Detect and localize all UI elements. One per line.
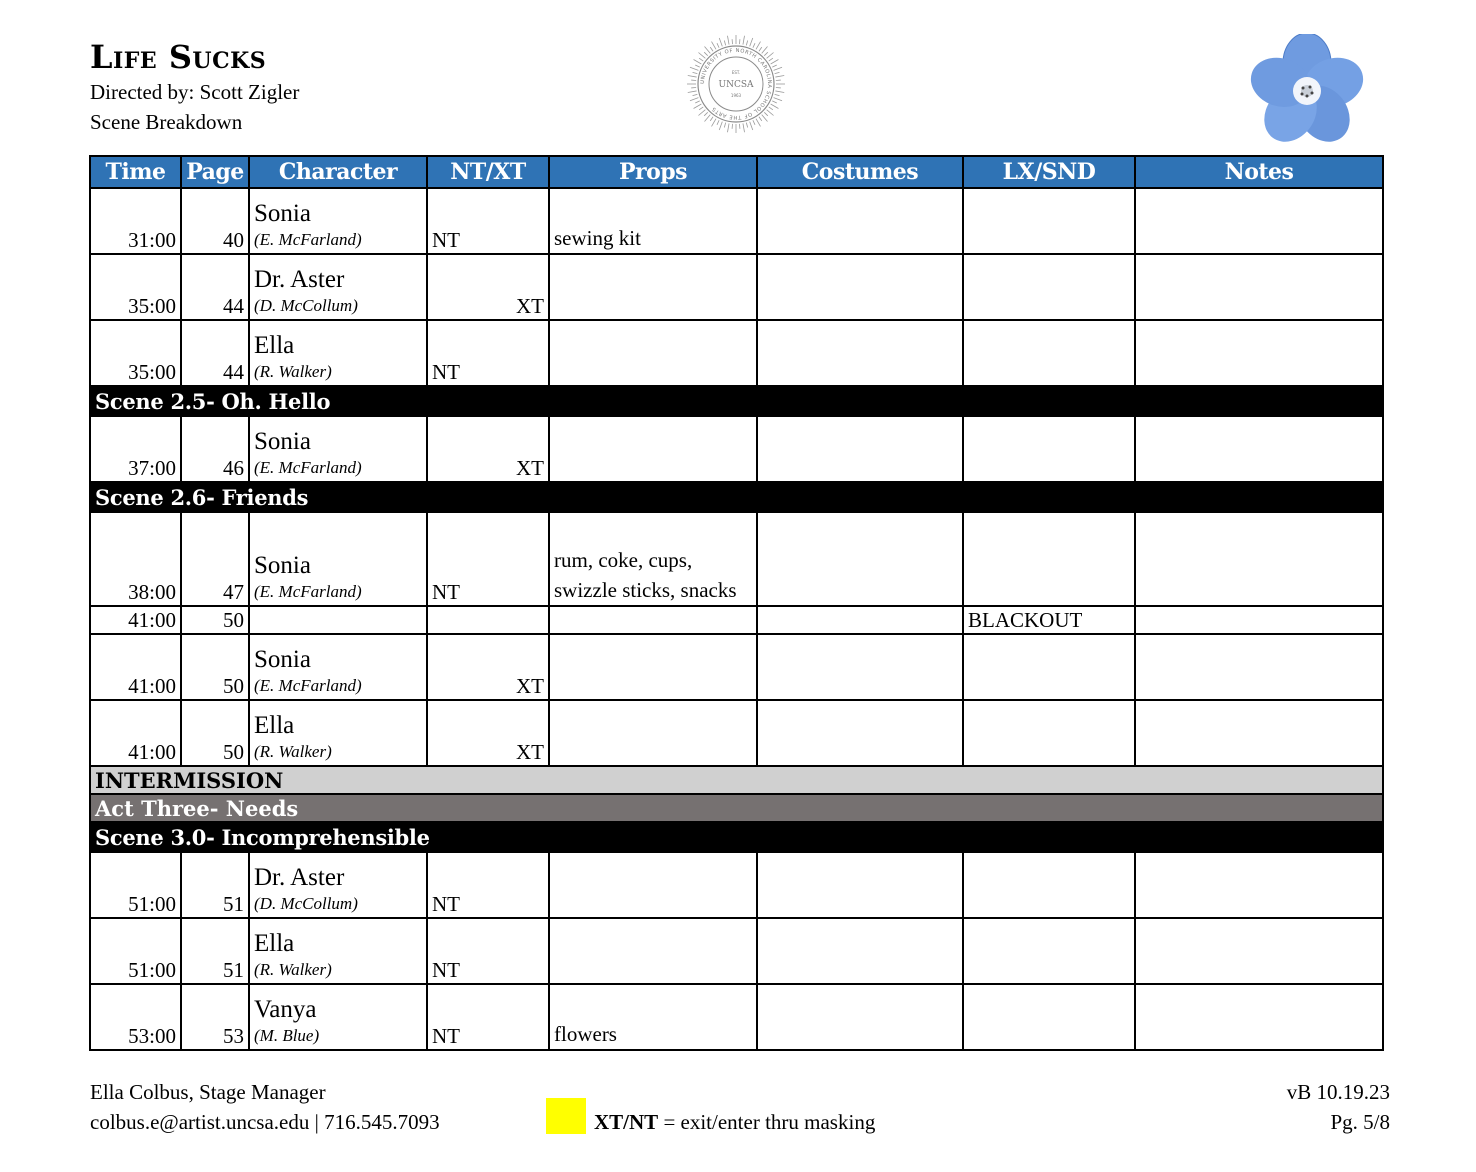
cue-props — [549, 852, 757, 918]
page-number: Pg. 5/8 — [1330, 1110, 1390, 1134]
cue-lxsnd — [963, 416, 1135, 482]
cue-props — [549, 634, 757, 700]
stage-manager-contact: colbus.e@artist.uncsa.edu | 716.545.7093 — [90, 1110, 440, 1134]
cue-page: 53 — [181, 984, 249, 1050]
cue-time: 41:00 — [90, 606, 181, 634]
cue-props: sewing kit — [549, 188, 757, 254]
cue-costumes — [757, 188, 963, 254]
cue-costumes — [757, 512, 963, 606]
cue-notes — [1135, 606, 1383, 634]
cue-lxsnd — [963, 254, 1135, 320]
cue-notes — [1135, 634, 1383, 700]
cue-costumes — [757, 918, 963, 984]
scene-label: Scene 2.6- Friends — [90, 482, 1383, 512]
director-line: Directed by: Scott Zigler — [90, 80, 300, 104]
cue-character — [249, 512, 427, 606]
cue-props: rum, coke, cups, swizzle sticks, snacks — [549, 512, 757, 606]
intermission-header-row — [90, 766, 1383, 794]
cue-ntxt: NT — [427, 188, 549, 254]
cue-row — [90, 188, 1383, 254]
col-header-ntxt: NT/XT — [427, 156, 549, 188]
cue-character — [249, 918, 427, 984]
act-header-row — [90, 794, 1383, 822]
col-header-character: Character — [249, 156, 427, 188]
cue-page: 51 — [181, 852, 249, 918]
cue-ntxt — [427, 606, 549, 634]
cue-costumes — [757, 852, 963, 918]
svg-text:UNIVERSITY OF NORTH CAROLINA S: UNIVERSITY OF NORTH CAROLINA SCHOOL OF THE ARTS — [699, 47, 773, 121]
cue-notes — [1135, 918, 1383, 984]
cue-costumes — [757, 606, 963, 634]
col-header-costumes: Costumes — [757, 156, 963, 188]
cue-ntxt: NT — [427, 918, 549, 984]
cue-costumes — [757, 700, 963, 766]
cue-ntxt: NT — [427, 320, 549, 386]
cue-lxsnd — [963, 918, 1135, 984]
document-title: Life Sucks — [90, 38, 267, 76]
blue-flower-image — [1248, 34, 1366, 148]
stage-manager-name: Ella Colbus, Stage Manager — [90, 1080, 326, 1104]
cue-notes — [1135, 852, 1383, 918]
character-name: Dr. Aster — [254, 864, 345, 891]
cue-lxsnd: BLACKOUT — [963, 606, 1135, 634]
uncsa-seal-logo — [686, 34, 786, 134]
scene-breakdown-table — [89, 155, 1384, 1051]
cue-page: 47 — [181, 512, 249, 606]
col-header-time: Time — [90, 156, 181, 188]
svg-text:1963: 1963 — [730, 93, 742, 98]
actor-name: (D. McCollum) — [254, 296, 358, 315]
cue-time: 31:00 — [90, 188, 181, 254]
cue-row — [90, 700, 1383, 766]
cue-lxsnd — [963, 188, 1135, 254]
character-name: Sonia — [254, 200, 311, 227]
cue-notes — [1135, 188, 1383, 254]
cue-page: 50 — [181, 700, 249, 766]
cue-time: 35:00 — [90, 320, 181, 386]
cue-page: 50 — [181, 606, 249, 634]
cue-row — [90, 852, 1383, 918]
cue-costumes — [757, 416, 963, 482]
cue-row — [90, 634, 1383, 700]
document-type: Scene Breakdown — [90, 110, 243, 134]
cue-time: 51:00 — [90, 852, 181, 918]
legend-text: = exit/enter thru masking — [658, 1110, 876, 1134]
cue-props — [549, 918, 757, 984]
actor-name: (E. McFarland) — [254, 458, 362, 477]
cue-character — [249, 984, 427, 1050]
col-header-lxsnd: LX/SND — [963, 156, 1135, 188]
version-label: vB 10.19.23 — [1286, 1080, 1390, 1104]
actor-name: (E. McFarland) — [254, 582, 362, 601]
xt-nt-legend — [594, 1110, 875, 1135]
actor-name: (D. McCollum) — [254, 894, 358, 913]
cue-notes — [1135, 416, 1383, 482]
intermission-label: INTERMISSION — [90, 766, 1383, 794]
cue-page: 50 — [181, 634, 249, 700]
actor-name: (R. Walker) — [254, 362, 332, 381]
actor-name: (R. Walker) — [254, 742, 332, 761]
scene-header-row — [90, 822, 1383, 852]
cue-notes — [1135, 254, 1383, 320]
cue-costumes — [757, 984, 963, 1050]
cue-time: 53:00 — [90, 984, 181, 1050]
cue-lxsnd — [963, 852, 1135, 918]
cue-lxsnd — [963, 320, 1135, 386]
cue-row — [90, 984, 1383, 1050]
cue-props — [549, 320, 757, 386]
cue-ntxt: NT — [427, 852, 549, 918]
character-name: Sonia — [254, 428, 311, 455]
character-name: Ella — [254, 712, 295, 739]
cue-time: 38:00 — [90, 512, 181, 606]
cue-time: 37:00 — [90, 416, 181, 482]
svg-text:EST.: EST. — [731, 70, 741, 75]
actor-name: (E. McFarland) — [254, 230, 362, 249]
cue-notes — [1135, 984, 1383, 1050]
cue-props — [549, 254, 757, 320]
cue-props — [549, 416, 757, 482]
character-name: Ella — [254, 332, 295, 359]
cue-time: 51:00 — [90, 918, 181, 984]
cue-notes — [1135, 700, 1383, 766]
cue-page: 51 — [181, 918, 249, 984]
cue-row — [90, 254, 1383, 320]
cue-notes — [1135, 320, 1383, 386]
cue-ntxt: XT — [427, 634, 549, 700]
scene-label: Scene 2.5- Oh. Hello — [90, 386, 1383, 416]
cue-ntxt: XT — [427, 700, 549, 766]
cue-props — [549, 700, 757, 766]
cue-row — [90, 606, 1383, 634]
act-label: Act Three- Needs — [90, 794, 1383, 822]
cue-character — [249, 634, 427, 700]
col-header-props: Props — [549, 156, 757, 188]
cue-character — [249, 254, 427, 320]
cue-ntxt: XT — [427, 254, 549, 320]
cue-row — [90, 320, 1383, 386]
character-name: Sonia — [254, 646, 311, 673]
table-header-row — [90, 156, 1383, 188]
scene-header-row — [90, 386, 1383, 416]
actor-name: (M. Blue) — [254, 1026, 320, 1045]
xt-nt-legend-swatch — [546, 1098, 586, 1134]
character-name: Sonia — [254, 552, 311, 579]
cue-row — [90, 416, 1383, 482]
cue-character — [249, 320, 427, 386]
scene-label: Scene 3.0- Incomprehensible — [90, 822, 1383, 852]
cue-character — [249, 188, 427, 254]
cue-character — [249, 416, 427, 482]
cue-notes — [1135, 512, 1383, 606]
cue-time: 35:00 — [90, 254, 181, 320]
cue-page: 40 — [181, 188, 249, 254]
character-name: Dr. Aster — [254, 266, 345, 293]
cue-page: 46 — [181, 416, 249, 482]
cue-row — [90, 512, 1383, 606]
cue-time: 41:00 — [90, 700, 181, 766]
cue-lxsnd — [963, 512, 1135, 606]
col-header-page: Page — [181, 156, 249, 188]
character-name: Ella — [254, 930, 295, 957]
cue-lxsnd — [963, 984, 1135, 1050]
legend-key: XT/NT — [594, 1110, 659, 1134]
svg-text:UNCSA: UNCSA — [718, 80, 754, 90]
cue-page: 44 — [181, 320, 249, 386]
cue-ntxt: NT — [427, 512, 549, 606]
cue-props: flowers — [549, 984, 757, 1050]
cue-costumes — [757, 254, 963, 320]
cue-ntxt: NT — [427, 984, 549, 1050]
actor-name: (R. Walker) — [254, 960, 332, 979]
character-name: Vanya — [254, 996, 317, 1023]
cue-lxsnd — [963, 634, 1135, 700]
cue-lxsnd — [963, 700, 1135, 766]
cue-ntxt: XT — [427, 416, 549, 482]
cue-character — [249, 606, 427, 634]
cue-row — [90, 918, 1383, 984]
cue-time: 41:00 — [90, 634, 181, 700]
cue-costumes — [757, 634, 963, 700]
cue-props — [549, 606, 757, 634]
col-header-notes: Notes — [1135, 156, 1383, 188]
cue-character — [249, 852, 427, 918]
cue-costumes — [757, 320, 963, 386]
cue-character — [249, 700, 427, 766]
actor-name: (E. McFarland) — [254, 676, 362, 695]
scene-header-row — [90, 482, 1383, 512]
cue-page: 44 — [181, 254, 249, 320]
